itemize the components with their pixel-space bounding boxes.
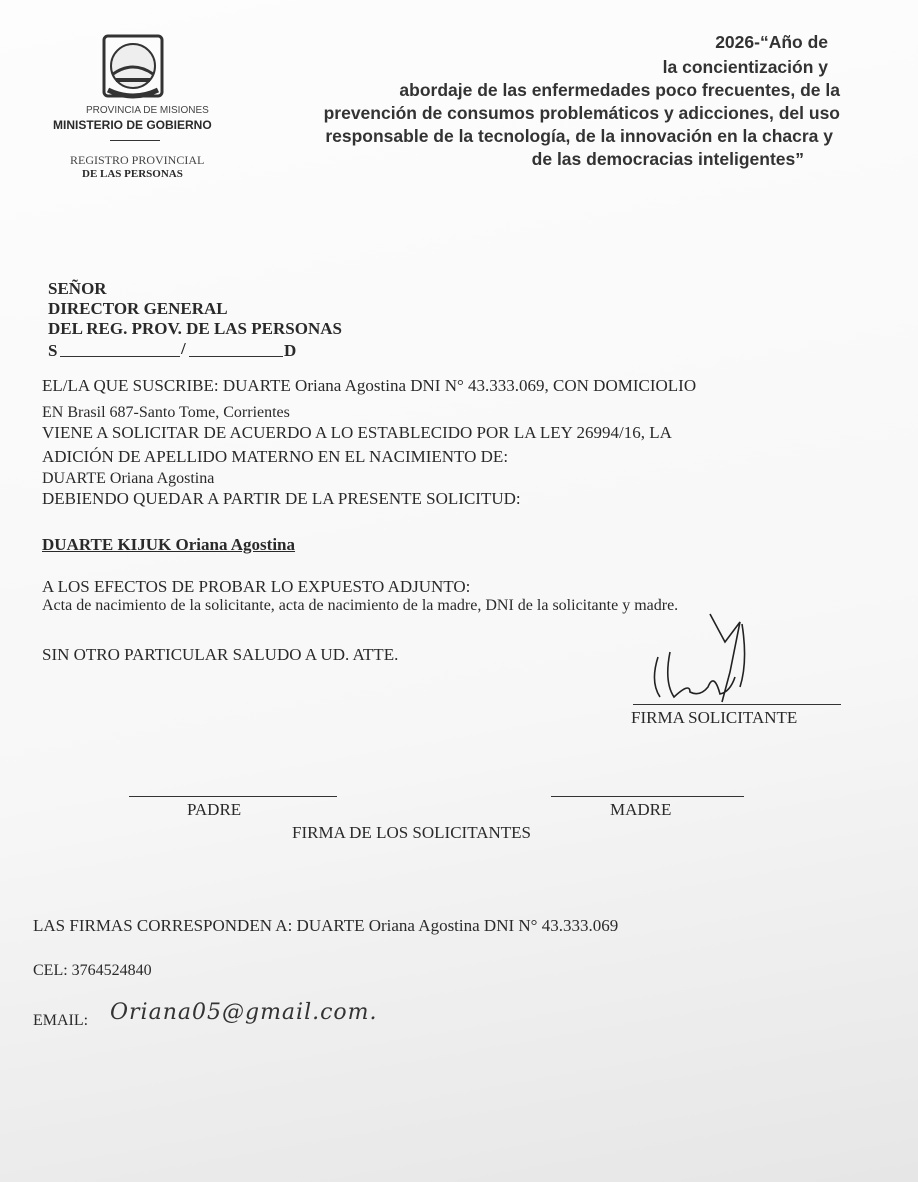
- motto-line: 2026-“Año de: [715, 32, 828, 52]
- proof-title: A LOS EFECTOS DE PROBAR LO EXPUESTO ADJUNTO:: [42, 577, 471, 596]
- motto-line: prevención de consumos problemáticos y adicciones, del uso: [323, 103, 840, 123]
- addressee-line: SEÑOR: [48, 279, 107, 298]
- blank-line: [189, 356, 283, 357]
- body-line: EL/LA QUE SUSCRIBE: DUARTE Oriana Agostina DNI N° 43.333.069, CON DOMICIOLIO: [42, 376, 697, 395]
- handwritten-email: Oriana05@gmail.com.: [110, 1000, 378, 1025]
- applicant-signature-label: FIRMA SOLICITANTE: [631, 708, 798, 727]
- addressee-slash: /: [181, 339, 186, 358]
- motto-line: de las democracias inteligentes”: [531, 149, 804, 169]
- body-line: DUARTE Oriana Agostina: [42, 470, 215, 487]
- cel-number: CEL: 3764524840: [33, 962, 152, 979]
- applicant-signature: [630, 612, 760, 707]
- addressee-line: DEL REG. PROV. DE LAS PERSONAS: [48, 319, 342, 338]
- divider: [110, 140, 160, 141]
- registry-line1: REGISTRO PROVINCIAL: [70, 153, 205, 167]
- body-line: DEBIENDO QUEDAR A PARTIR DE LA PRESENTE SOLICITUD:: [42, 489, 521, 508]
- addressee-s: S: [48, 341, 58, 360]
- blank-line: [60, 356, 180, 357]
- closing-line: SIN OTRO PARTICULAR SALUDO A UD. ATTE.: [42, 645, 399, 664]
- new-name: DUARTE KIJUK Oriana Agostina: [42, 535, 296, 554]
- mother-signature-line: [551, 796, 744, 797]
- addressee-d: D: [284, 341, 297, 360]
- father-label: PADRE: [187, 800, 242, 819]
- email-label: EMAIL:: [33, 1012, 89, 1029]
- body-line: VIENE A SOLICITAR DE ACUERDO A LO ESTABLECIDO POR LA LEY 26994/16, LA: [42, 423, 672, 442]
- province-seal-logo: [98, 30, 168, 102]
- ministry-name: MINISTERIO DE GOBIERNO: [53, 118, 212, 132]
- signature-line: [633, 704, 841, 705]
- body-line: EN Brasil 687-Santo Tome, Corrientes: [42, 404, 290, 421]
- motto-line: la concientización y: [662, 57, 828, 77]
- province-name: PROVINCIA DE MISIONES: [86, 105, 209, 116]
- motto-line: responsable de la tecnología, de la innovación en la chacra y: [325, 126, 833, 146]
- registry-line2: DE LAS PERSONAS: [82, 168, 183, 180]
- addressee-line: DIRECTOR GENERAL: [48, 299, 228, 318]
- father-signature-line: [129, 796, 337, 797]
- applicants-label: FIRMA DE LOS SOLICITANTES: [292, 823, 532, 842]
- mother-label: MADRE: [610, 800, 672, 819]
- proof-list: Acta de nacimiento de la solicitante, acta de nacimiento de la madre, DNI de la solicitante y madre.: [42, 597, 679, 614]
- signatures-belong: LAS FIRMAS CORRESPONDEN A: DUARTE Oriana Agostina DNI N° 43.333.069: [33, 916, 619, 935]
- motto-line: abordaje de las enfermedades poco frecuentes, de la: [399, 80, 840, 100]
- body-line: ADICIÓN DE APELLIDO MATERNO EN EL NACIMIENTO DE:: [42, 447, 509, 466]
